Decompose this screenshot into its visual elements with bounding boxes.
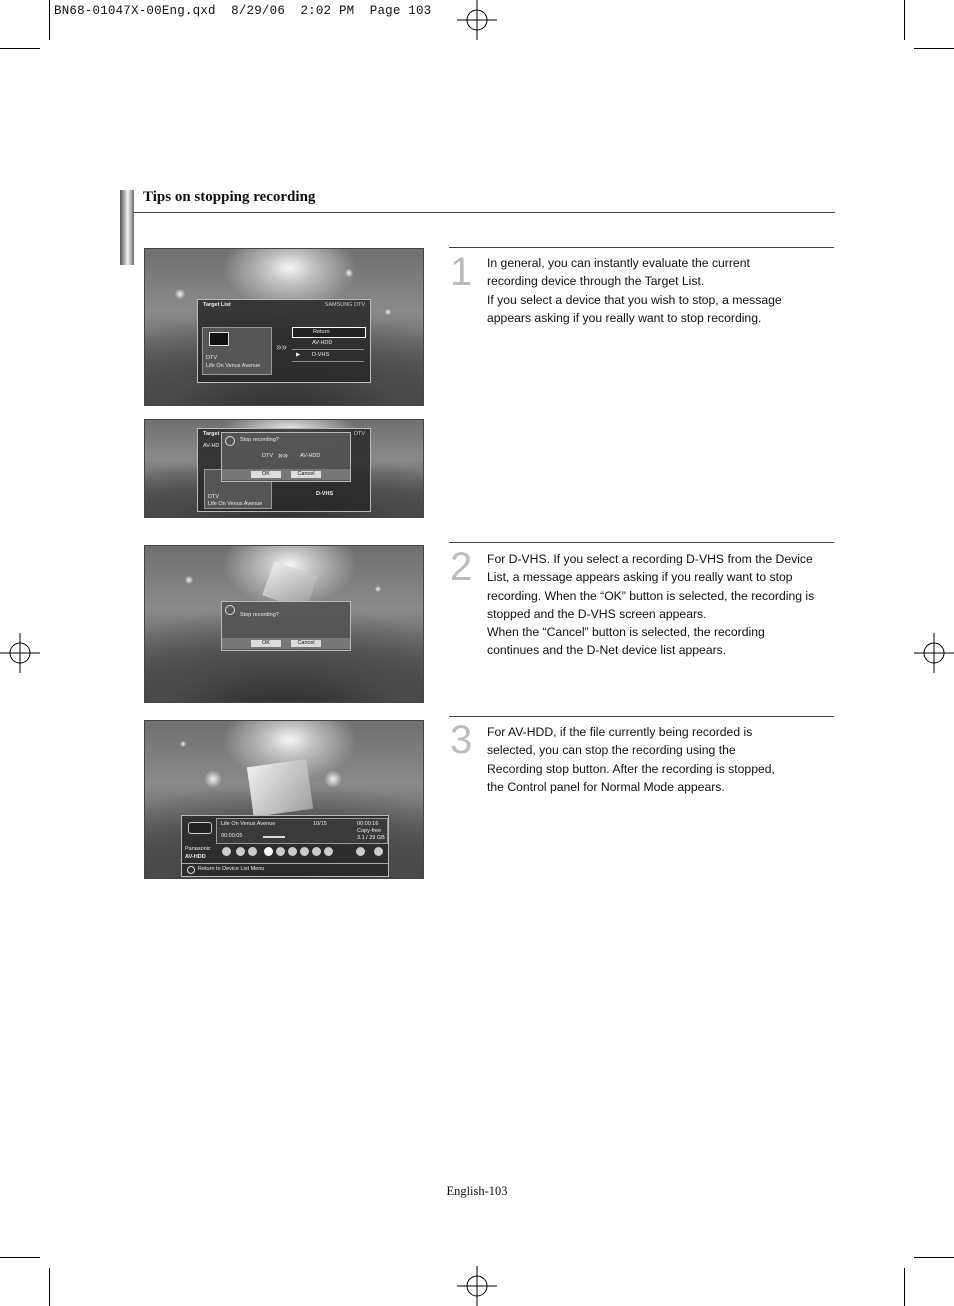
- arrows-icon: »»: [276, 342, 288, 353]
- arrows-icon: »»: [278, 450, 289, 460]
- control-panel: Panasonic AV-HDD Life On Venus Avenue 10/15 00:00:16 00:00:05 Copy-free 3.1 / 29 GB Return to Device List Menu: [181, 815, 389, 877]
- target-item-d-vhs[interactable]: ▶ D-VHS: [292, 351, 364, 362]
- device-icon: [188, 822, 212, 834]
- screenshot-stop-dialog-2: [144, 545, 424, 703]
- tv-icon: [209, 332, 229, 346]
- rewind-icon[interactable]: [288, 847, 297, 856]
- return-button-icon: [187, 866, 195, 874]
- record-icon[interactable]: [236, 847, 245, 856]
- stop-recording-dialog: Stop recording? DTV »» AV-HDD OK Cancel: [221, 432, 351, 482]
- skip-forward-icon[interactable]: [324, 847, 333, 856]
- step-3-text: For AV-HDD, if the file currently being recorded is selected, you can stop the recording using the Recording stop button. After the recording is stopped, the Control panel for Normal Mode appears.: [487, 725, 775, 794]
- step-1-text: In general, you can instantly evaluate the current recording device through the Target List. If you select a device that you wish to stop, a message appears asking if you really want to stop recording.: [487, 256, 782, 325]
- registration-mark-right-icon: [914, 633, 954, 673]
- registration-mark-bottom-icon: [457, 1266, 497, 1306]
- registration-mark-left-icon: [0, 633, 40, 673]
- title-rule: [134, 212, 835, 213]
- play-icon: ▶: [296, 352, 301, 358]
- cube-graphic: [247, 759, 313, 817]
- power-icon[interactable]: [374, 847, 383, 856]
- step-3-rule: [449, 716, 834, 717]
- step-2-number: 2: [450, 545, 473, 589]
- section-title: Tips on stopping recording: [143, 189, 316, 205]
- step-3-number: 3: [450, 718, 473, 762]
- menu-icon[interactable]: [356, 847, 365, 856]
- screenshot-target-list: [144, 248, 424, 406]
- source-box: [202, 327, 272, 375]
- skip-back-icon[interactable]: [312, 847, 321, 856]
- program-label: Life On Venus Avenue: [206, 363, 261, 369]
- pause-icon[interactable]: [264, 847, 273, 856]
- brand-label: SAMSUNG DTV: [324, 302, 365, 308]
- return-icon[interactable]: [222, 847, 231, 856]
- stop-recording-dialog: Stop recording? OK Cancel: [221, 601, 351, 651]
- registration-mark-top-icon: [457, 0, 497, 40]
- info-icon: [225, 436, 235, 446]
- target-list-panel: [197, 299, 371, 383]
- cancel-button[interactable]: Cancel: [290, 639, 322, 648]
- target-item-return[interactable]: Return: [292, 327, 366, 338]
- play-icon[interactable]: [276, 847, 285, 856]
- transport-controls: [222, 847, 372, 857]
- step-2-text: For D-VHS. If you select a recording D-VHS from the Device List, a message appears asking if you really want to stop recording. When the “OK” button is selected, the recording is stopped and the D-VHS screen appears. When the “Cancel” button is selected, the recording continues and the D-Net device list appears.: [487, 552, 815, 658]
- target-list-title: Target List: [203, 302, 231, 308]
- screenshot-stop-dialog-1: [144, 419, 424, 518]
- cancel-button[interactable]: Cancel: [290, 470, 322, 479]
- ok-button[interactable]: OK: [250, 470, 282, 479]
- bg-target-list: Target AV-HD DTV DTV Life On Venus Avenue D-VHS: [197, 428, 371, 512]
- step-1-number: 1: [450, 250, 473, 294]
- fast-forward-icon[interactable]: [300, 847, 309, 856]
- target-item-av-hdd[interactable]: AV-HDD: [292, 339, 364, 350]
- progress-bar: [263, 836, 285, 838]
- info-icon: [225, 605, 235, 615]
- stop-icon[interactable]: [248, 847, 257, 856]
- return-device-list-link[interactable]: Return to Device List Menu: [198, 866, 265, 872]
- file-header: BN68-01047X-00Eng.qxd 8/29/06 2:02 PM Page 103: [54, 4, 432, 18]
- ok-button[interactable]: OK: [250, 639, 282, 648]
- section-bar: [120, 190, 134, 265]
- page-label: English-103: [446, 1184, 508, 1198]
- step-1-rule: [449, 247, 834, 248]
- source-label: DTV: [206, 355, 217, 361]
- step-2-rule: [449, 542, 834, 543]
- screenshot-control-panel: [144, 720, 424, 879]
